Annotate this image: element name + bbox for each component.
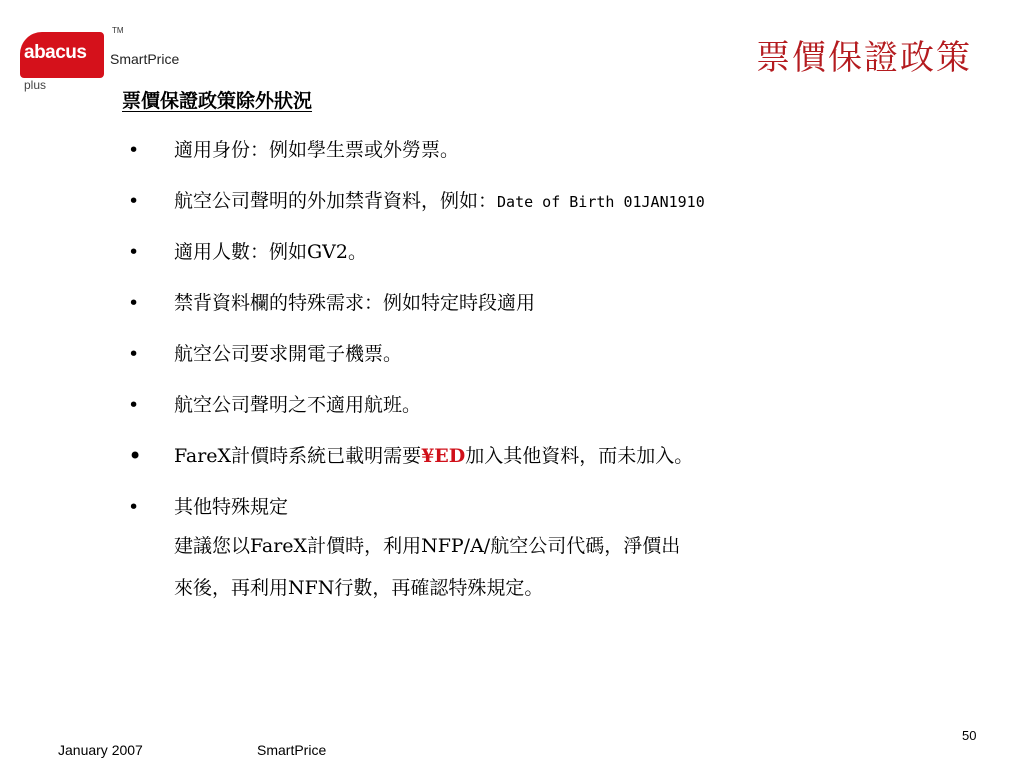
bullet-text-before: FareX計價時系統已載明需要 <box>174 445 422 467</box>
bullet-text-highlight: ¥ED <box>421 445 466 467</box>
list-item <box>128 438 988 489</box>
bullet-marker: • <box>128 343 140 365</box>
bullet-marker: • <box>128 292 140 314</box>
bullet-text <box>174 183 705 220</box>
logo-brand: abacus <box>24 42 87 63</box>
logo-product: SmartPrice <box>110 51 180 67</box>
bullet-text: 航空公司要求開電子機票。 <box>174 343 403 365</box>
bullet-marker: • <box>128 190 140 212</box>
bullet-marker: • <box>128 139 140 161</box>
bullet-text: 航空公司聲明之不適用航班。 <box>174 394 422 416</box>
bullet-text-after: 加入其他資料，而未加入。 <box>465 445 694 467</box>
bullet-text: 禁背資料欄的特殊需求：例如特定時段適用 <box>174 292 536 314</box>
bullet-text: 適用身份：例如學生票或外勞票。 <box>174 139 460 161</box>
list-item <box>128 183 988 234</box>
bullet-marker: • <box>128 394 140 416</box>
list-item <box>128 285 988 336</box>
footer-date: January 2007 <box>58 742 143 758</box>
list-item <box>128 336 988 387</box>
list-item <box>128 132 988 183</box>
bullet-marker: • <box>128 241 140 263</box>
bullet-text-line: 建議您以FareX計價時，利用NFP/A/航空公司代碼，淨價出 <box>174 535 681 557</box>
bullet-text-code: Date of Birth 01JAN1910 <box>497 193 705 211</box>
bullet-marker: • <box>128 496 140 518</box>
bullet-text-main: 航空公司聲明的外加禁背資料，例如： <box>174 190 498 212</box>
list-item <box>128 234 988 285</box>
bullet-text-line: 來後，再利用NFN行數，再確認特殊規定。 <box>174 577 544 599</box>
page-number: 50 <box>962 728 977 743</box>
bullet-text: 適用人數：例如GV2。 <box>174 241 367 263</box>
bullet-text-main: 其他特殊規定 <box>174 496 289 518</box>
bullet-text <box>174 438 693 474</box>
logo-plus: plus <box>24 78 47 92</box>
bullet-text <box>174 489 680 609</box>
logo-trademark: TM <box>112 26 124 35</box>
list-item <box>128 489 988 609</box>
page-title: 票價保證政策 <box>756 38 972 78</box>
section-heading: 票價保證政策除外狀況 <box>122 90 313 112</box>
bullet-marker: • <box>128 442 143 470</box>
list-item <box>128 387 988 438</box>
footer-brand: SmartPrice <box>257 742 327 758</box>
bullet-list <box>128 132 988 609</box>
